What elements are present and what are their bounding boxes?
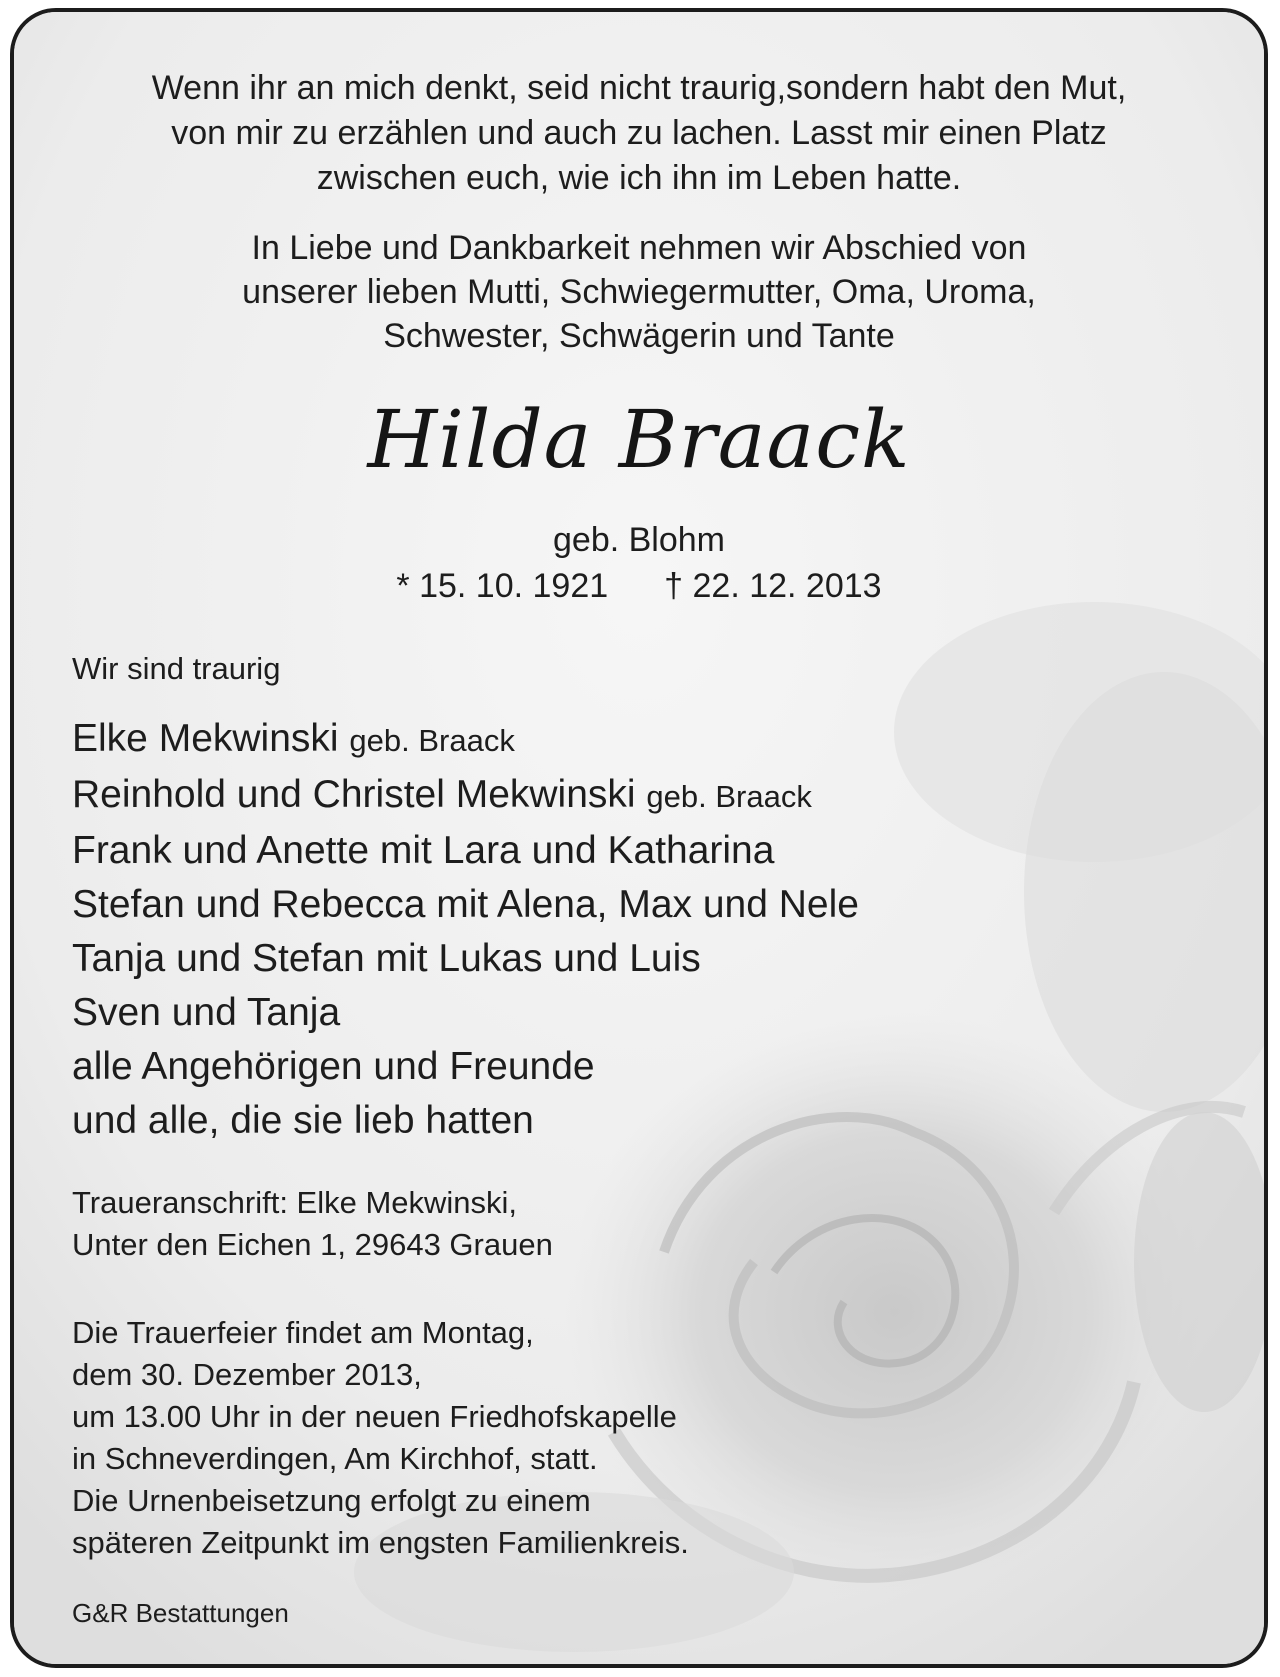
mourner-name: Elke Mekwinski [72, 717, 339, 760]
life-dates [14, 564, 1264, 608]
undertaker-name: G&R Bestattungen [72, 1598, 289, 1628]
memorial-verse [14, 66, 1264, 201]
mourner-line [72, 768, 859, 824]
mourners-list [72, 712, 859, 1148]
mourning-intro: Wir sind traurig [72, 651, 281, 686]
mourner-line [72, 712, 859, 768]
intro-line: In Liebe und Dankbarkeit nehmen wir Abschied von [251, 229, 1027, 267]
death-date: † 22. 12. 2013 [664, 567, 882, 605]
intro-line: unserer lieben Mutti, Schwiegermutter, Oma, Uroma, [242, 273, 1036, 311]
notice-content [14, 12, 1264, 1664]
obituary-card [10, 8, 1268, 1668]
address-line: Unter den Eichen 1, 29643 Grauen [72, 1227, 553, 1262]
funeral-service-info [72, 1312, 689, 1564]
mourner-line: alle Angehörigen und Freunde [72, 1045, 595, 1088]
address-line: Traueranschrift: Elke Mekwinski, [72, 1185, 518, 1220]
mourner-line: Tanja und Stefan mit Lukas und Luis [72, 937, 701, 980]
verse-line: Wenn ihr an mich denkt, seid nicht traurig,sondern habt den Mut, [151, 69, 1127, 107]
verse-line: von mir zu erzählen und auch zu lachen. Lasst mir einen Platz [171, 114, 1107, 152]
mourner-note: geb. Braack [349, 723, 515, 758]
mourner-line: Sven und Tanja [72, 991, 341, 1034]
farewell-intro [14, 226, 1264, 358]
mourner-note: geb. Braack [646, 779, 812, 814]
service-line: späteren Zeitpunkt im engsten Familienkreis. [72, 1525, 689, 1560]
mourner-line: Stefan und Rebecca mit Alena, Max und Nele [72, 883, 859, 926]
service-line: dem 30. Dezember 2013, [72, 1357, 422, 1392]
service-line: um 13.00 Uhr in der neuen Friedhofskapelle [72, 1399, 677, 1434]
birth-date: * 15. 10. 1921 [396, 567, 609, 605]
service-line: in Schneverdingen, Am Kirchhof, statt. [72, 1441, 598, 1476]
mourning-address [72, 1182, 553, 1266]
verse-line: zwischen euch, wie ich ihn im Leben hatte. [316, 159, 962, 197]
deceased-name: Hilda Braack [367, 393, 911, 486]
service-line: Die Trauerfeier findet am Montag, [72, 1315, 534, 1350]
mourner-line: Frank und Anette mit Lara und Katharina [72, 829, 775, 872]
mourner-name: Reinhold und Christel Mekwinski [72, 773, 636, 816]
birth-name: geb. Blohm [553, 521, 725, 559]
intro-line: Schwester, Schwägerin und Tante [383, 317, 895, 355]
mourner-line: und alle, die sie lieb hatten [72, 1099, 534, 1142]
service-line: Die Urnenbeisetzung erfolgt zu einem [72, 1483, 591, 1518]
